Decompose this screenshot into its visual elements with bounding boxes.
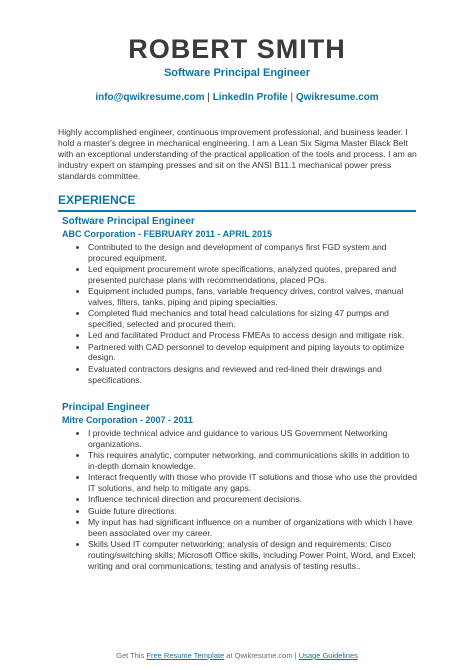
list-item: Led and facilitated Product and Process FMEAs to access design and mitigate risk. bbox=[88, 330, 418, 341]
section-divider bbox=[58, 210, 416, 212]
job-company-dates: Mitre Corporation - 2007 - 2011 bbox=[62, 415, 194, 425]
experience-heading: EXPERIENCE bbox=[58, 193, 136, 207]
email-link[interactable]: info@qwikresume.com bbox=[95, 92, 205, 103]
job-title: Principal Engineer bbox=[62, 402, 150, 413]
candidate-name: ROBERT SMITH bbox=[128, 34, 346, 64]
list-item: Influence technical direction and procurement decisions. bbox=[88, 494, 418, 505]
footer-middle: at Qwikresume.com | bbox=[224, 651, 299, 660]
contact-line bbox=[0, 91, 474, 104]
list-item: Evaluated contractors designs and reviewed and red-lined their drawings and specifications. bbox=[88, 364, 418, 386]
linkedin-link[interactable]: LinkedIn Profile bbox=[212, 92, 288, 103]
usage-guidelines-link[interactable]: Usage Guidelines bbox=[298, 651, 358, 660]
website-link[interactable]: Qwikresume.com bbox=[295, 92, 379, 103]
list-item: Led equipment procurement wrote specifications, analyzed quotes, prepared and presented purchase plans with recommendations, placed POs. bbox=[88, 264, 418, 286]
contact-separator: | bbox=[204, 92, 213, 103]
footer-prefix: Get This bbox=[116, 651, 147, 660]
list-item: I provide technical advice and guidance to various US Government Networking organizations. bbox=[88, 428, 418, 450]
job-entry-2 bbox=[58, 402, 418, 572]
free-template-link[interactable]: Free Resume Template bbox=[146, 651, 225, 660]
page-footer bbox=[0, 651, 474, 661]
list-item: Partnered with CAD personnel to develop equipment and piping layouts to optimize design. bbox=[88, 342, 418, 364]
job-bullet-list bbox=[58, 242, 418, 385]
job-company-dates: ABC Corporation - FEBRUARY 2011 - APRIL 2015 bbox=[62, 229, 273, 239]
summary-paragraph: Highly accomplished engineer, continuous improvement professional, and business leader. I hold a master's degree in mechanical engineering. I am a Lean Six Sigma Master Black Belt with an exceptional understanding of the practical application of the tools and process. I am an industry expert on stamping presses and sit on the ANSI B11.1 mechanical power press standards committee. bbox=[58, 127, 417, 181]
contact-separator: | bbox=[287, 92, 296, 103]
list-item: Skills Used IT computer networking; analysis of design and requirements; Cisco routing/switching skills; Microsoft Office skills, including Power Point, Word, and Excel; writing and oral communications; testing and analysis of testing results.. bbox=[88, 539, 418, 571]
list-item: Guide future directions. bbox=[88, 506, 418, 517]
list-item: Equipment included pumps, fans, variable frequency drives, control valves, manual valves, filters, tanks, piping and piping specialties. bbox=[88, 286, 418, 308]
list-item: Contributed to the design and development of companys first FGD system and procured equipment. bbox=[88, 242, 418, 264]
list-item: This requires analytic, computer networking, and communications skills in addition to in-depth domain knowledge. bbox=[88, 450, 418, 472]
list-item: My input has had significant influence on a number of organizations with which I have been associated over my career. bbox=[88, 517, 418, 539]
list-item: Completed fluid mechanics and total head calculations for sizing 47 pumps and specified, selected and procured them. bbox=[88, 308, 418, 330]
candidate-title: Software Principal Engineer bbox=[163, 67, 311, 79]
job-bullet-list bbox=[58, 428, 418, 571]
job-entry-1 bbox=[58, 216, 418, 386]
job-title: Software Principal Engineer bbox=[62, 216, 195, 227]
list-item: Interact frequently with those who provide IT solutions and those who use the provided IT solutions, and help to mitigate any gaps. bbox=[88, 472, 417, 493]
